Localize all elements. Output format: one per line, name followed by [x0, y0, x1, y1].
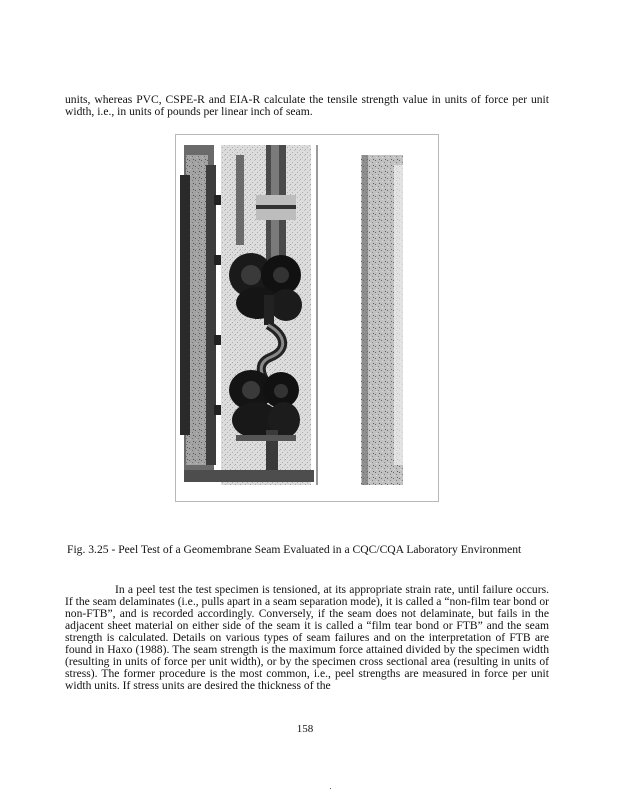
peel-test-photo-graphic — [176, 135, 438, 501]
figure-caption: Fig. 3.25 - Peel Test of a Geomembrane Seam Evaluated in a CQC/CQA Laboratory Environment — [67, 543, 522, 556]
scan-speck — [330, 788, 331, 789]
intro-paragraph: units, whereas PVC, CSPE-R and EIA-R calculate the tensile strength value in units of force per unit width, i.e., in units of pounds per linear inch of seam. — [65, 93, 549, 118]
page-number: 158 — [296, 723, 314, 735]
peel-test-photo — [175, 134, 439, 502]
body-paragraph: In a peel test the test specimen is tensioned, at its appropriate strain rate, until failure occurs. If the seam delaminates (i.e., pulls apart in a seam separation mode), it is called a “non-film tear bond or non-FTB”, and is recorded accordingly. Conversely, if the seam does not delaminate, but fails in the adjacent sheet material on either side of the seam it is called a “film tear bond or FTB” and the seam strength is calculated. Details on various types of seam failures and on the interpretation of FTB are found in Haxo (1988). The seam strength is the maximum force attained divided by the specimen width (resulting in units of force per unit width), or by the specimen cross sectional area (resulting in units of stress). The former procedure is the most common, i.e., peel strengths are measured in force per unit width units. If stress units are desired the thickness of the — [65, 583, 549, 692]
